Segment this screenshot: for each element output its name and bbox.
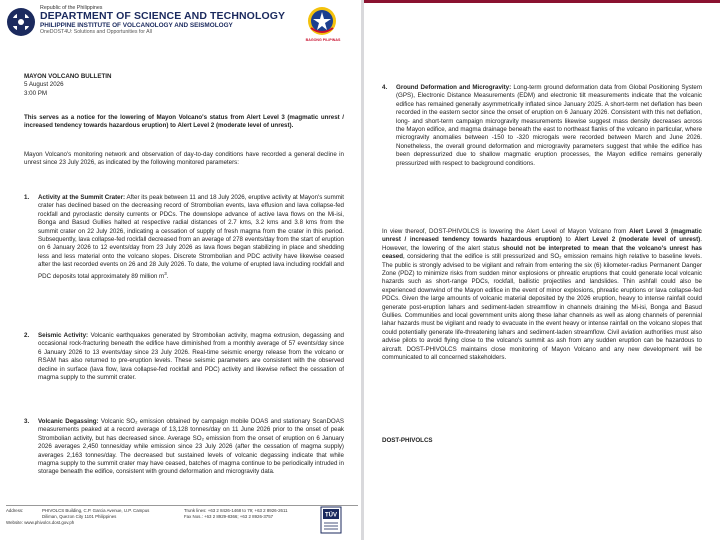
institute-name: PHILIPPINE INSTITUTE OF VOLCANOLOGY AND SEISMOLOGY xyxy=(40,22,233,29)
tagline: OneDOST4U: Solutions and Opportunities for All xyxy=(40,29,152,35)
item-tail: . xyxy=(166,272,169,280)
contact-numbers xyxy=(184,508,294,520)
bagong-pilipinas-seal-icon xyxy=(307,6,337,36)
top-accent-bar xyxy=(364,0,720,3)
signature: DOST-PHIVOLCS xyxy=(382,437,433,444)
conclusion-text: In view thereof, DOST-PHIVOLCS is lowering the Alert Level of Mayon Volcano from xyxy=(382,228,630,235)
item-title: Volcanic Degassing: xyxy=(38,418,99,425)
trunk-lines: +63 2 8426-1468 to 79; +63 2 8926-2611 xyxy=(207,508,288,513)
item-number: 1. xyxy=(24,194,30,201)
republic-label: Republic of the Philippines xyxy=(40,5,103,11)
intro-paragraph: Mayon Volcano's monitoring network and observation of day-to-day conditions have recorded a general decline in unrest since 23 July 2026, as indicated by the following monitored parameters: xyxy=(24,151,344,167)
iso-label: TÜV xyxy=(325,512,337,519)
item-title: Seismic Activity: xyxy=(38,332,89,339)
item-text: Volcanic SO₂ emission obtained by campaign mobile DOAS and stationary ScanDOAS measurements peaked at a record average of 13,128 tonnes/day on 11 June 2026 prior to the onset of peak Strombolian activity, but has decreased since. Average SO₂ emission from the onset of eruption on 6 January 2026 averages 2,450 tonnes/day while emission since 23 July 2026 (after the cessation of magma supply) averages 2,163 tonnes/day. The decreased but sustained levels of volcanic degassing indicate that while magma supply to the summit crater may have ceased, batches of magma continue to be periodically intruded in storage beneath the edifice, consistent with ground deformation and microgravity data. xyxy=(38,418,344,476)
alert-level-2: Alert Level 2 (moderate level of unrest) xyxy=(574,236,701,244)
address: PHIVOLCS Building, C.P. Garcia Avenue, U.P. Campus Diliman, Quezon City 1101 Philippines xyxy=(42,508,150,519)
item-text: After its peak between 11 and 18 July 2026, eruptive activity at Mayon's summit crater has declined based on the decreasing record of Strombolian events, lava effusion and lava collapse-fed rockfall and pyroclastic density currents or PDCs. The downslope advance of active lava flows on the Mi-isi, Bonga and Basud Gullies halted at respective radial distances of 2.7 kms, 3.2 kms and 3.8 kms from the summit crater on 22 July 2026, indicating a cessation of supply of fresh magma from the crater in this period. Subsequently, lava collapse-fed rockfall decreased from an average of 278 events/day from the start of eruption on 6 January 2026 to 12 events/day from 23 July 2026 as lava flows began stabilizing in place and shedding less and less material onto the volcano slopes. Discrete Strombolian and PDC activity have likewise ceased after the last recorded events on 26 and 28 July 2026. To date, the volume of erupted lava including rockfall and PDC deposits total approximately 89 million m xyxy=(38,194,344,280)
dost-logo-icon xyxy=(6,7,36,37)
warning-statement: should not be interpreted to mean that the volcano's unrest has ceased xyxy=(382,244,702,261)
item-number: 3. xyxy=(24,418,30,425)
item-superscript: 3 xyxy=(164,270,167,276)
conclusion-paragraph xyxy=(382,228,702,363)
letterhead xyxy=(6,3,356,53)
bulletin-date: 5 August 2026 xyxy=(24,81,64,89)
alert-level-3: Alert Level 3 (magmatic unrest / increased tendency towards hazardous eruption) xyxy=(382,228,702,244)
website-url: www.phivolcs.dost.gov.ph xyxy=(24,520,75,525)
bulletin-title: MAYON VOLCANO BULLETIN xyxy=(24,73,112,80)
parameter-item-3 xyxy=(24,418,344,502)
website-label: Website: xyxy=(6,520,24,525)
item-title: Ground Deformation and Microgravity: xyxy=(396,84,512,91)
department-title: DEPARTMENT OF SCIENCE AND TECHNOLOGY xyxy=(40,10,286,22)
trunk-label: Trunk lines: xyxy=(184,508,207,513)
page-footer xyxy=(6,505,358,538)
conclusion-text: . However, the lowering of the alert status xyxy=(382,236,702,252)
item-text: Long-term ground deformation data from Global Positioning System (GPS), Electronic Distance Measurements (EDM) and electronic tilt measurements indicate that the volcanic edifice has remained generally asymmetrically inflated since January 2025. A short-term net deflation has been recorded in the eastern sector since the onset of eruption on 6 January 2026. Consistent with this net deflation, long- and short-term campaign microgravity measurements likewise suggest mass density decreases across the Mayon edifice, and magma drainage beneath the east to northeast flanks of the volcano in particular, where microgravity anomalies between -150 to -320 microgals were recorded between March and June 2026. Nonetheless, the overall ground deformation and microgravity parameters suggest that while the edifice has been depressurized due to shallow magmatic eruption processes, the Mayon edifice remains generally pressurized with respect to background conditions. xyxy=(396,84,702,167)
fax-numbers: +63 2 8929-8366; +63 2 8926-3757 xyxy=(204,514,274,519)
bulletin-time: 3:00 PM xyxy=(24,89,48,97)
conclusion-text: to xyxy=(562,236,575,244)
item-text: Volcanic earthquakes generated by Strombolian activity, magma extrusion, degassing and occasional rock-fracturing beneath the edifice have diminished from a monthly average of 57 events/day since 6 January 2026 to 13 events/day since 23 July 2026. Real-time seismic energy release from the volcano or RSAM has also returned to pre-eruption levels. These seismic parameters are consistent with the observed decline in surface (lava flow, lava collapse-fed rockfall and PDC) activity and likewise reflect the cessation of magma supply to the summit crater. xyxy=(38,332,344,382)
bulletin-page-2 xyxy=(364,0,720,540)
iso-certification-icon xyxy=(320,506,342,534)
fax-label: Fax Nos.: xyxy=(184,514,203,519)
website-line xyxy=(6,520,74,526)
bulletin-heading xyxy=(24,73,344,98)
alert-notice: This serves as a notice for the lowering of Mayon Volcano's status from Alert Level 3 (magmatic unrest / increased tendency towards hazardous eruption) to Alert Level 2 (moderate level of unrest). xyxy=(24,114,344,130)
conclusion-text: , considering that the edifice is still pressurized and SO₂ emission remains high relative to baseline levels. The public is strongly advised to be vigilant and refrain from entering the six (6) kilometer-radius Permanent Danger Zone (PDZ) to minimize risks from sudden minor explosions or phreatic eruptions that could generate local volcanic hazards such as short-range PDCs, rockfall, ballistic projectiles and landslides. Thin ashfall could also be experienced downwind of the Mayon edifice in the event of minor explosions, phreatic eruptions or lava collapse-fed PDCs. Given the large amounts of volcanic material deposited by the 2026 eruption, heavy to intense rainfall could generate post-eruption lahars and sediment-laden streamflow in channels draining the Mi-isi, Bonga and Basud Gullies. Communities and local government units along these lahar channels as well as along channels of perennial lahar hazards must be vigilant and ready to evacuate in the event heavy or intense rainfall on the volcano slopes that could potentially generate life-threatening lahars and sediment-laden streamflow. Civil aviation authorities must also advise pilots to avoid flying close to the volcano's summit as ash from any sudden eruption can be hazardous to aircraft. DOST-PHIVOLCS maintains close monitoring of Mayon Volcano and any new development will be communicated to all concerned stakeholders. xyxy=(382,253,702,362)
item-number: 4. xyxy=(382,84,388,91)
bagong-pilipinas-label: BAGONG PILIPINAS xyxy=(305,38,341,42)
item-title: Activity at the Summit Crater: xyxy=(38,194,126,201)
parameter-item-3-continued xyxy=(382,4,702,64)
item-number: 2. xyxy=(24,332,30,339)
address-label: Address: xyxy=(6,508,24,513)
